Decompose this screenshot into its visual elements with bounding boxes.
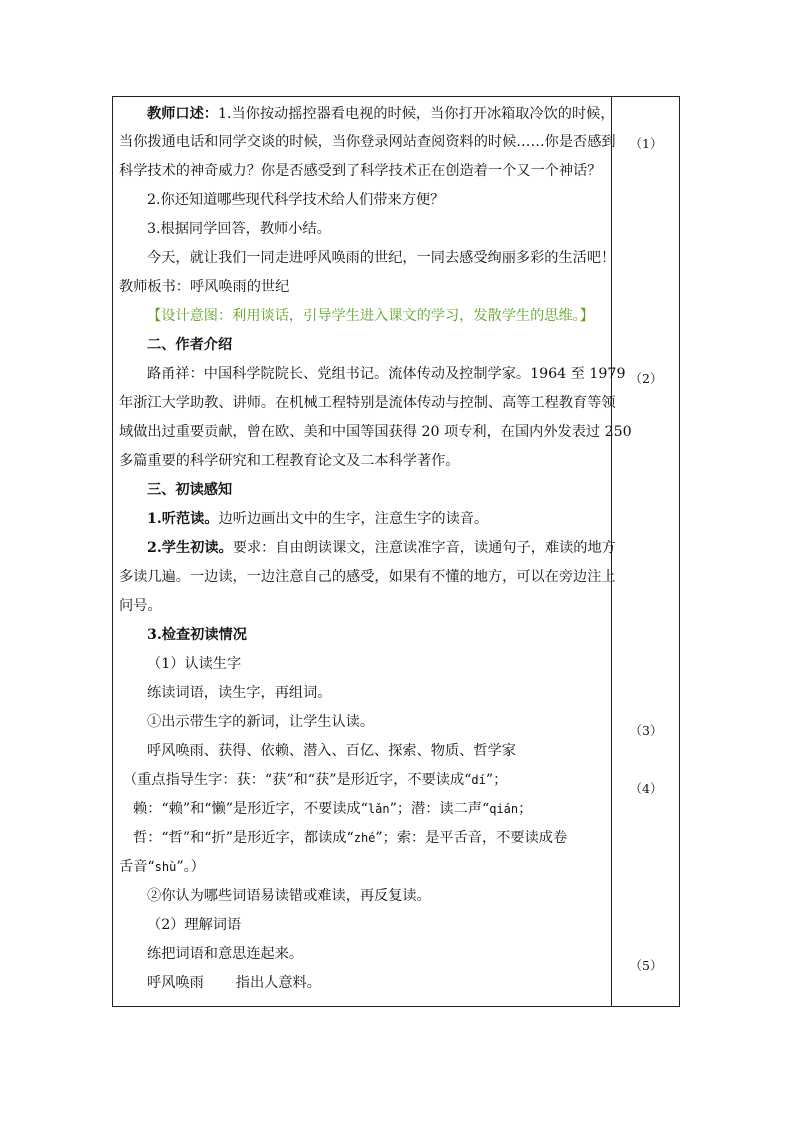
text-line: 当你拨通电话和同学交谈的时候，当你登录网站查阅资料的时候……你是否感到 bbox=[119, 134, 616, 150]
step-marker: （2） bbox=[629, 371, 663, 386]
text-line: 多读几遍。一边读，一边注意自己的感受，如果有不懂的地方，可以在旁边注上 bbox=[119, 569, 616, 585]
text-line: 练读词语，读生字，再组词。 bbox=[147, 685, 332, 701]
text-line: 教师口述：1.当你按动摇控器看电视的时候，当你打开冰箱取冷饮的时候， bbox=[147, 106, 615, 122]
text-line: ②你认为哪些词语易读错或难读，再反复读。 bbox=[147, 888, 431, 904]
text-line: 呼风唤雨 指出人意料。 bbox=[147, 975, 321, 991]
text-line: 路甬祥：中国科学院院长、党组书记。流体传动及控制学家。1964 至 1979 bbox=[147, 366, 626, 382]
step-marker: （1） bbox=[629, 136, 663, 151]
text-line: 今天，就让我们一同走进呼风唤雨的世纪，一同去感受绚丽多彩的生活吧！ bbox=[147, 250, 616, 266]
step-marker: （3） bbox=[629, 723, 663, 738]
section-heading: 二、作者介绍 bbox=[147, 337, 233, 353]
text-line: 科学技术的神奇威力？你是否感受到了科学技术正在创造着一个又一个神话？ bbox=[119, 163, 602, 179]
text-line: 呼风唤雨、获得、依赖、潜入、百亿、探索、物质、哲学家 bbox=[147, 743, 516, 759]
text-line: 1.听范读。边听边画出文中的生字，注意生字的读音。 bbox=[147, 511, 489, 527]
step-marker: （5） bbox=[629, 958, 663, 973]
subsection-heading: 3.检查初读情况 bbox=[147, 627, 247, 643]
text-line: 练把词语和意思连起来。 bbox=[147, 946, 304, 962]
text-line: 多篇重要的科学研究和工程教育论文及二本科学著作。 bbox=[119, 453, 460, 469]
text-line: （重点指导生字：获：“获”和“获”是形近字，不要读成“dí”； bbox=[123, 772, 508, 788]
text-line: 哲：“哲”和“折”是形近字，都读成“zhé”；索：是平舌音，不要读成卷 bbox=[133, 830, 568, 846]
text-line: 域做出过重要贡献，曾在欧、美和中国等国获得 20 项专利，在国内外发表过 250 bbox=[119, 424, 632, 440]
section-heading: 三、初读感知 bbox=[147, 482, 233, 498]
text-line: 年浙江大学助教、讲师。在机械工程特别是流体传动与控制、高等工程教育等领 bbox=[119, 395, 616, 411]
text-line: 3.根据同学回答，教师小结。 bbox=[147, 221, 331, 237]
text-line: 赖：“赖”和“懒”是形近字，不要读成“lǎn”；潜：读二声“qián； bbox=[133, 801, 533, 817]
lesson-table bbox=[112, 96, 680, 1007]
text-line: （1）认读生字 bbox=[147, 656, 242, 672]
design-intent-note: 【设计意图：利用谈话，引导学生进入课文的学习，发散学生的思维。】 bbox=[147, 308, 594, 324]
text-line: 问号。 bbox=[119, 598, 162, 614]
text-line: ①出示带生字的新词，让学生认读。 bbox=[147, 714, 375, 730]
text-line: 舌音“shù”。） bbox=[119, 859, 205, 875]
text-line: 2.学生初读。要求：自由朗读课文，注意读准字音，读通句子，难读的地方 bbox=[147, 540, 616, 556]
step-marker: （4） bbox=[629, 781, 663, 796]
text-line: （2）理解词语 bbox=[147, 917, 242, 933]
text-line: 教师板书：呼风唤雨的世纪 bbox=[119, 279, 290, 295]
text-line: 2.你还知道哪些现代科学技术给人们带来方便？ bbox=[147, 192, 445, 208]
